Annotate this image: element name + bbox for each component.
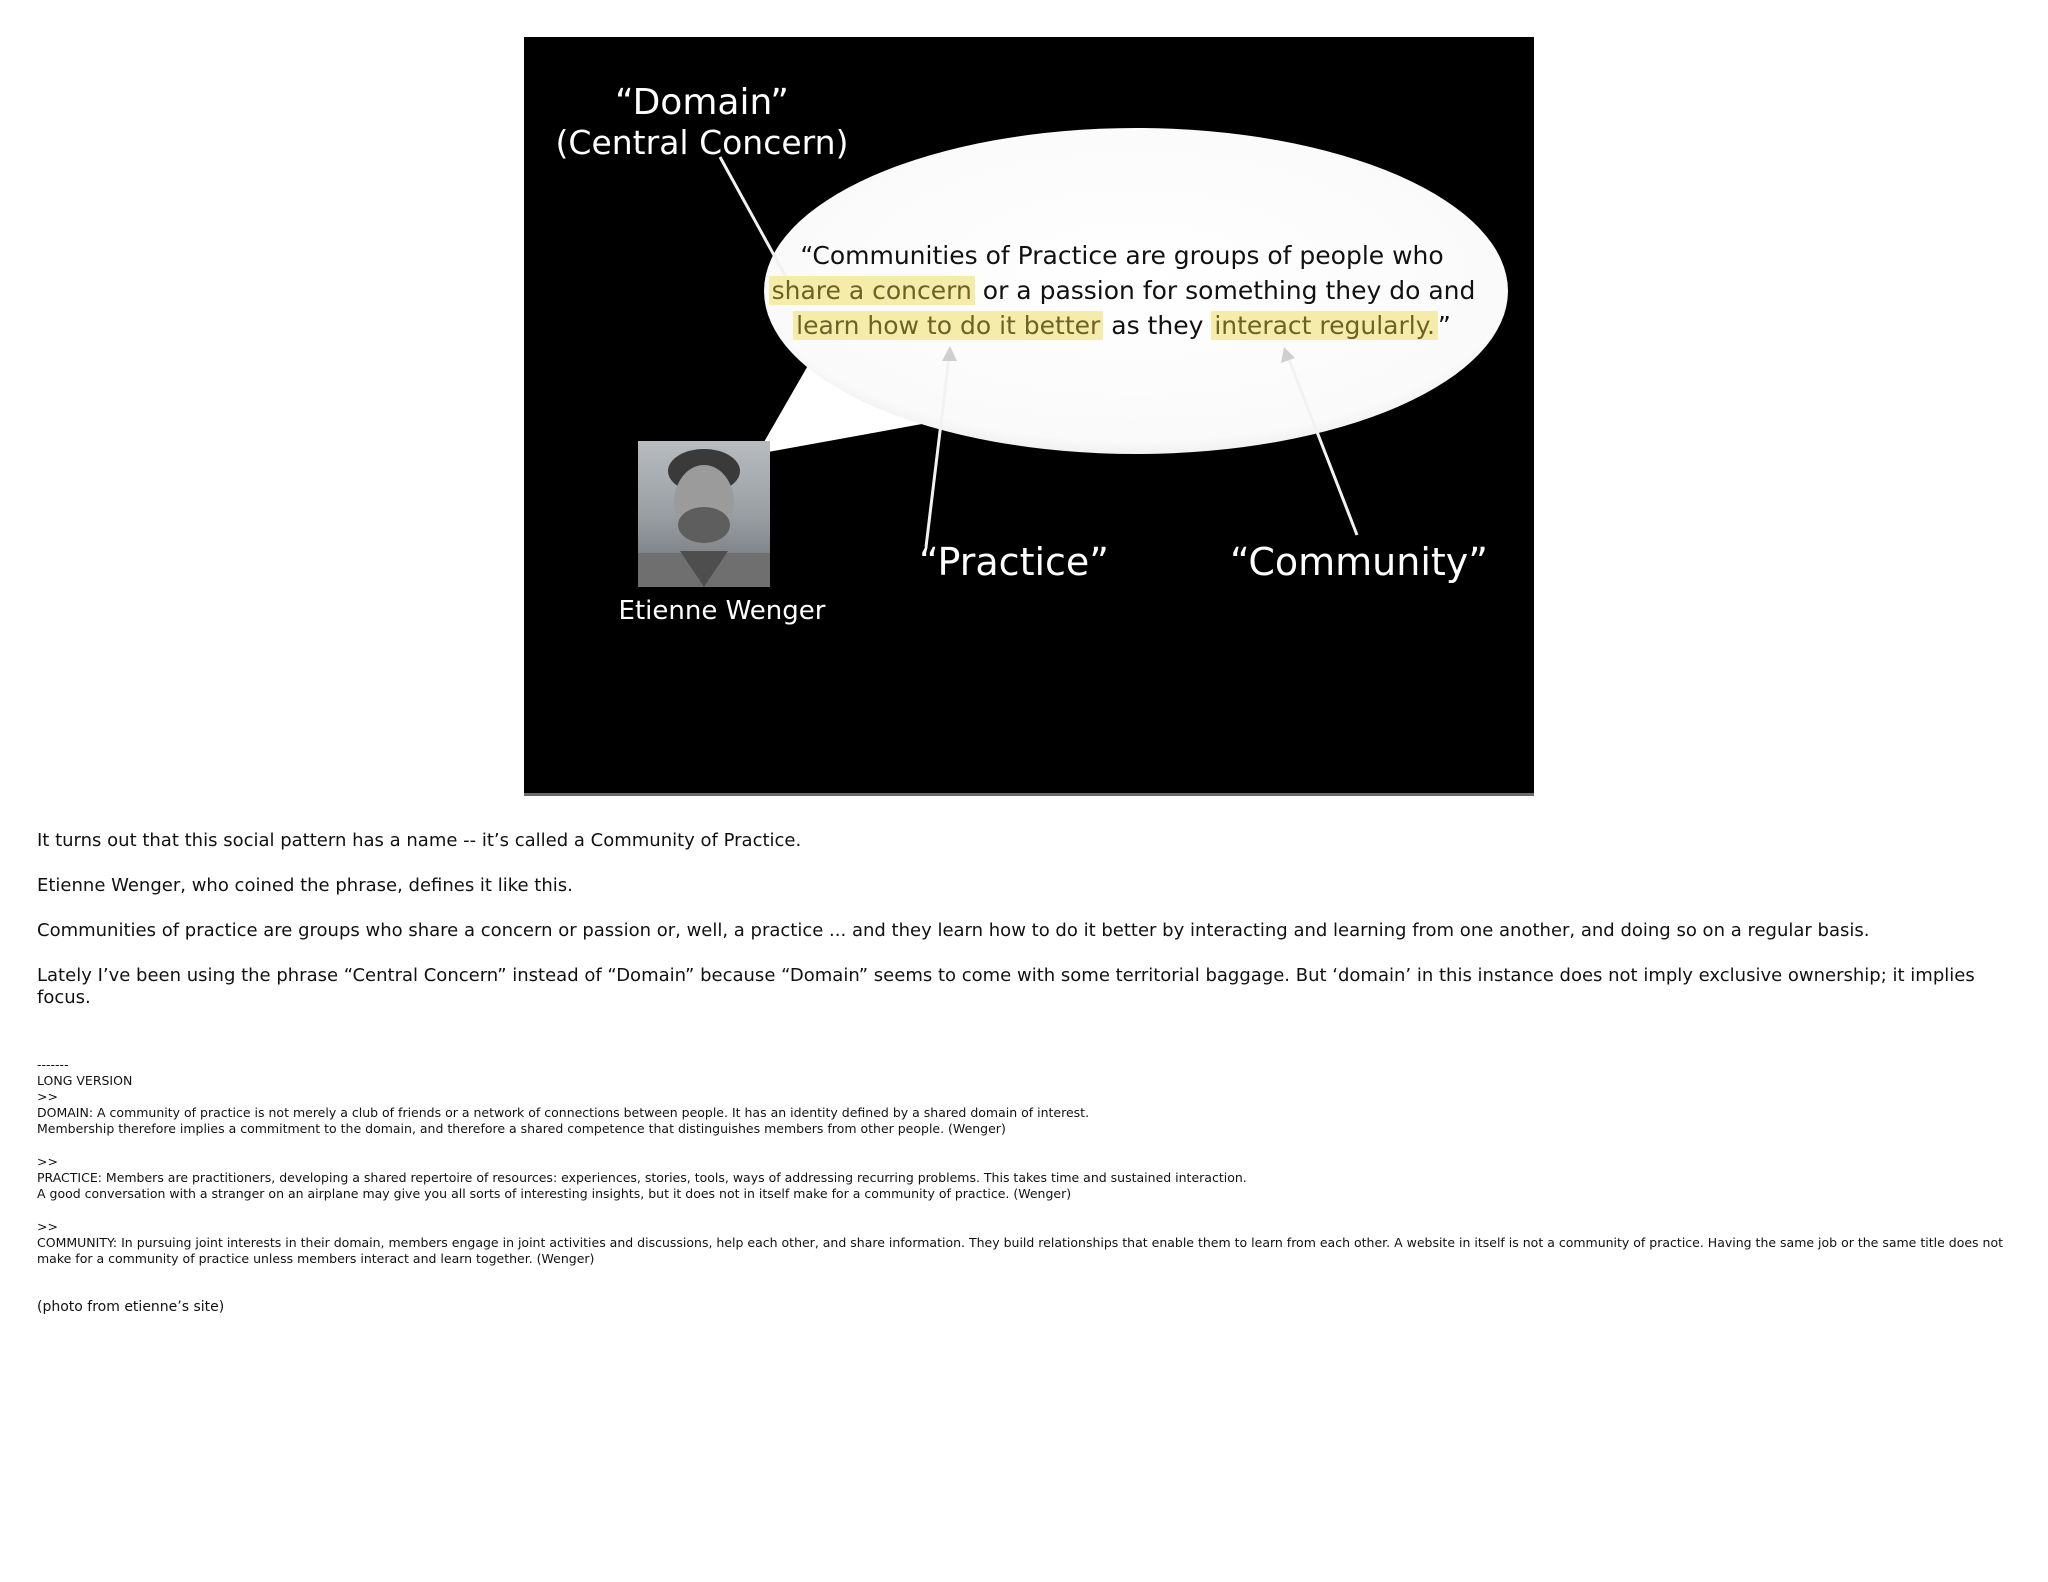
portrait-icon [638,441,770,587]
slide-image [524,37,1534,796]
domain-label: “Domain” [615,82,789,123]
long-version-heading: LONG VERSION [37,1073,133,1088]
highlight-learn-better: learn how to do it better [793,311,1103,340]
practice-text-2: A good conversation with a stranger on an airplane may give you all sorts of interesting insights, but it does not in itself make for a community of practice. (Wenger) [37,1186,1072,1201]
highlight-interact-regularly: interact regularly. [1211,311,1438,340]
domain-text-1: DOMAIN: A community of practice is not merely a club of friends or a network of connections between people. It has an identity defined by a shared domain of interest. [37,1105,1090,1120]
community-label: “Community” [1230,540,1488,584]
wenger-quote [762,238,1482,343]
practice-label: “Practice” [919,540,1109,584]
practice-text-1: PRACTICE: Members are practitioners, developing a shared repertoire of resources: experiences, stories, tools, ways of addressing recurring problems. This takes time and sustained interaction. [37,1170,1247,1185]
etienne-wenger-photo [638,441,770,587]
notes-paragraph-1: It turns out that this social pattern has a name -- it’s called a Community of Practice. [37,830,802,851]
photo-credit: (photo from etienne’s site) [37,1299,225,1315]
quote-text-as-they: as they [1111,311,1204,340]
notes-paragraph-2: Etienne Wenger, who coined the phrase, defines it like this. [37,875,573,896]
domain-text-2: Membership therefore implies a commitment to the domain, and therefore a shared competence that distinguishes members from other people. (Wenger) [37,1121,1006,1136]
separator: ------- [37,1057,69,1072]
marker-community: >> [37,1219,58,1234]
quote-close-mark: ” [1437,311,1451,340]
quote-text-passion: or a passion for something they do and [982,276,1476,305]
notes-paragraph-3: Communities of practice are groups who share a concern or passion or, well, a practice ... and they learn how to do it better by interacting and learning from one another, and doing so on a regular basis. [37,920,1870,941]
domain-sublabel: (Central Concern) [555,123,849,162]
quote-line-1: “Communities of Practice are groups of people who [800,241,1444,270]
photo-caption: Etienne Wenger [618,596,826,626]
community-text: COMMUNITY: In pursuing joint interests in their domain, members engage in joint activities and discussions, help each other, and share information. They build relationships that enable them to learn from each other. A website in itself is not a community of practice. Having the same job or the same title does not make for a community of practice unless members interact and learn together. (Wenger) [37,1235,2003,1266]
marker-domain: >> [37,1089,58,1104]
marker-practice: >> [37,1154,58,1169]
highlight-share-a-concern: share a concern [769,276,975,305]
notes-paragraph-4: Lately I’ve been using the phrase “Central Concern” instead of “Domain” because “Domain” seems to come with some territorial baggage. But ‘domain’ in this instance does not imply exclusive ownership; it implies focus. [37,965,1975,1008]
